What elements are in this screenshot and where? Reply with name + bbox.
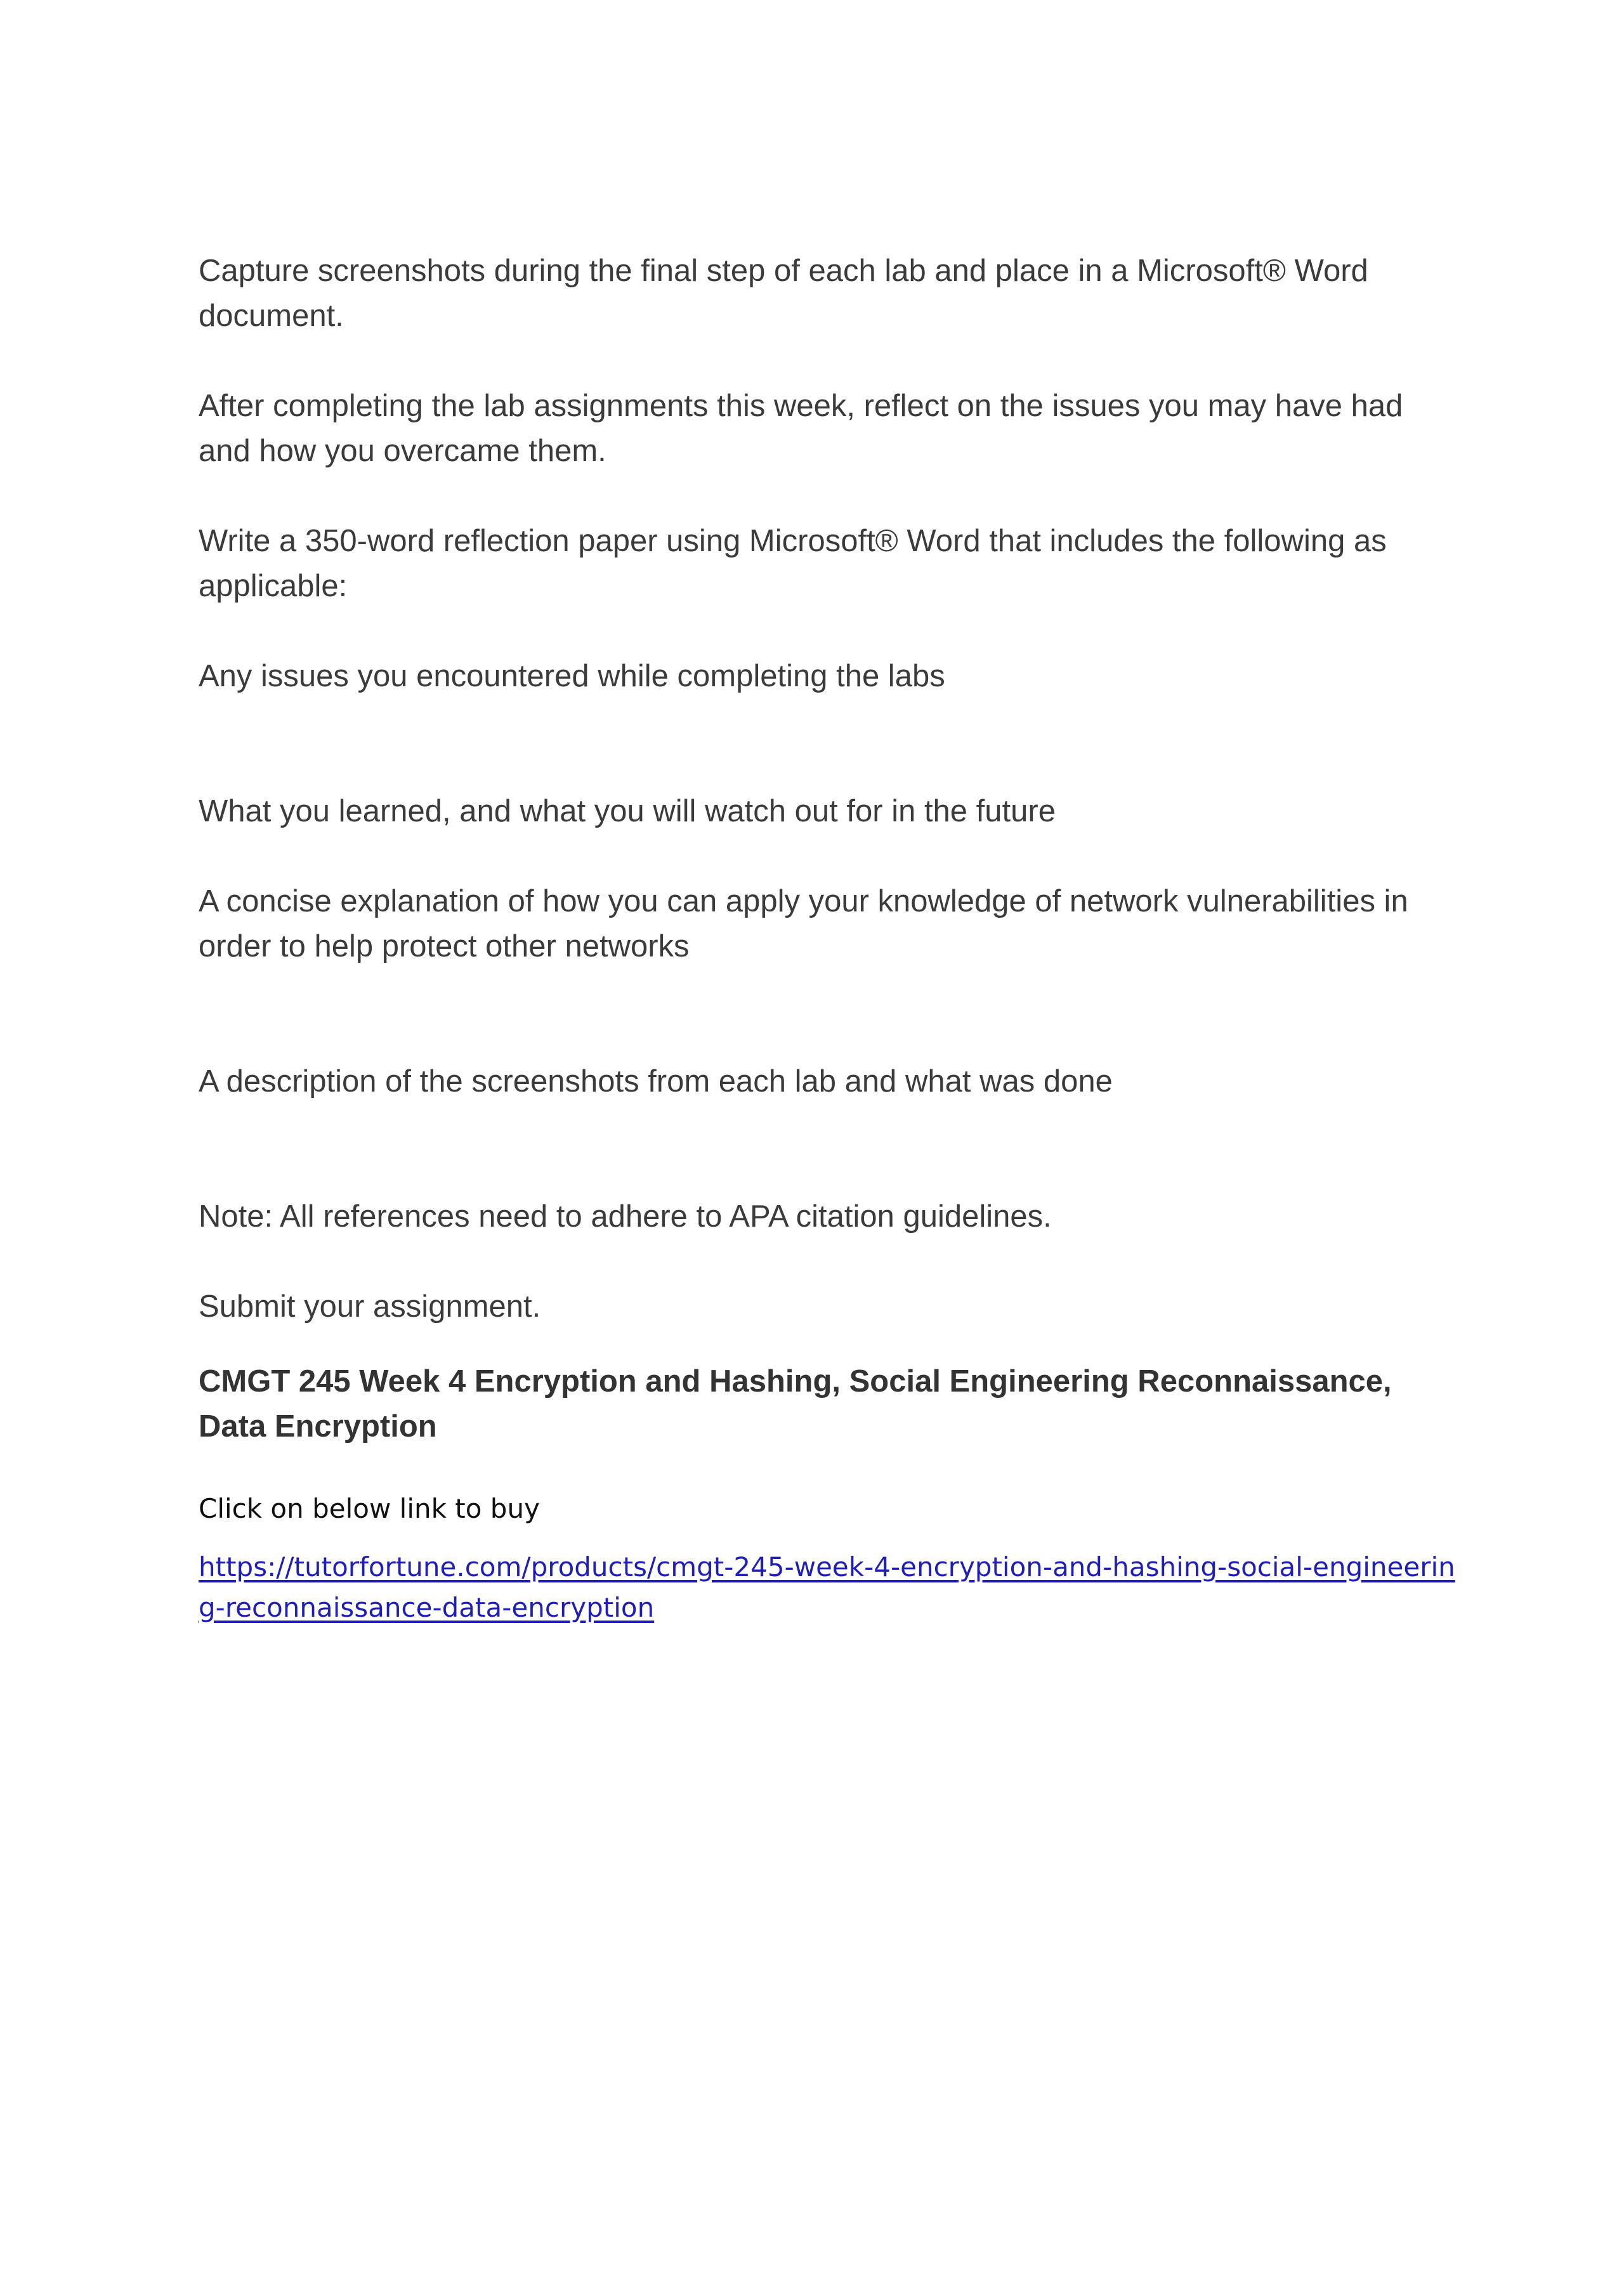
product-link[interactable]: https://tutorfortune.com/products/cmgt-245-week-4-encryption-and-hashing-social-engineering-reconnaissance-data-encryption [199,1551,1455,1623]
product-heading: CMGT 245 Week 4 Encryption and Hashing, Social Engineering Reconnaissance, Data Encryption [199,1364,1392,1444]
list-item-issues-encountered: Any issues you encountered while completing the labs [199,659,945,693]
paragraph-submit: Submit your assignment. [199,1289,541,1324]
paragraph-write-reflection: Write a 350-word reflection paper using Microsoft® Word that includes the following as applicable: [199,524,1387,603]
document-body [199,249,1461,1628]
buy-label: Click on below link to buy [199,1493,540,1524]
paragraph-capture-screenshots: Capture screenshots during the final step of each lab and place in a Microsoft® Word document. [199,254,1368,333]
list-item-concise-explanation: A concise explanation of how you can apply your knowledge of network vulnerabilities in order to help protect other networks [199,884,1408,963]
paragraph-after-completing: After completing the lab assignments this week, reflect on the issues you may have had and how you overcame them. [199,389,1403,468]
list-item-screenshot-description: A description of the screenshots from each lab and what was done [199,1064,1113,1099]
paragraph-apa-note: Note: All references need to adhere to APA citation guidelines. [199,1199,1052,1234]
list-item-what-you-learned: What you learned, and what you will watch out for in the future [199,794,1056,828]
